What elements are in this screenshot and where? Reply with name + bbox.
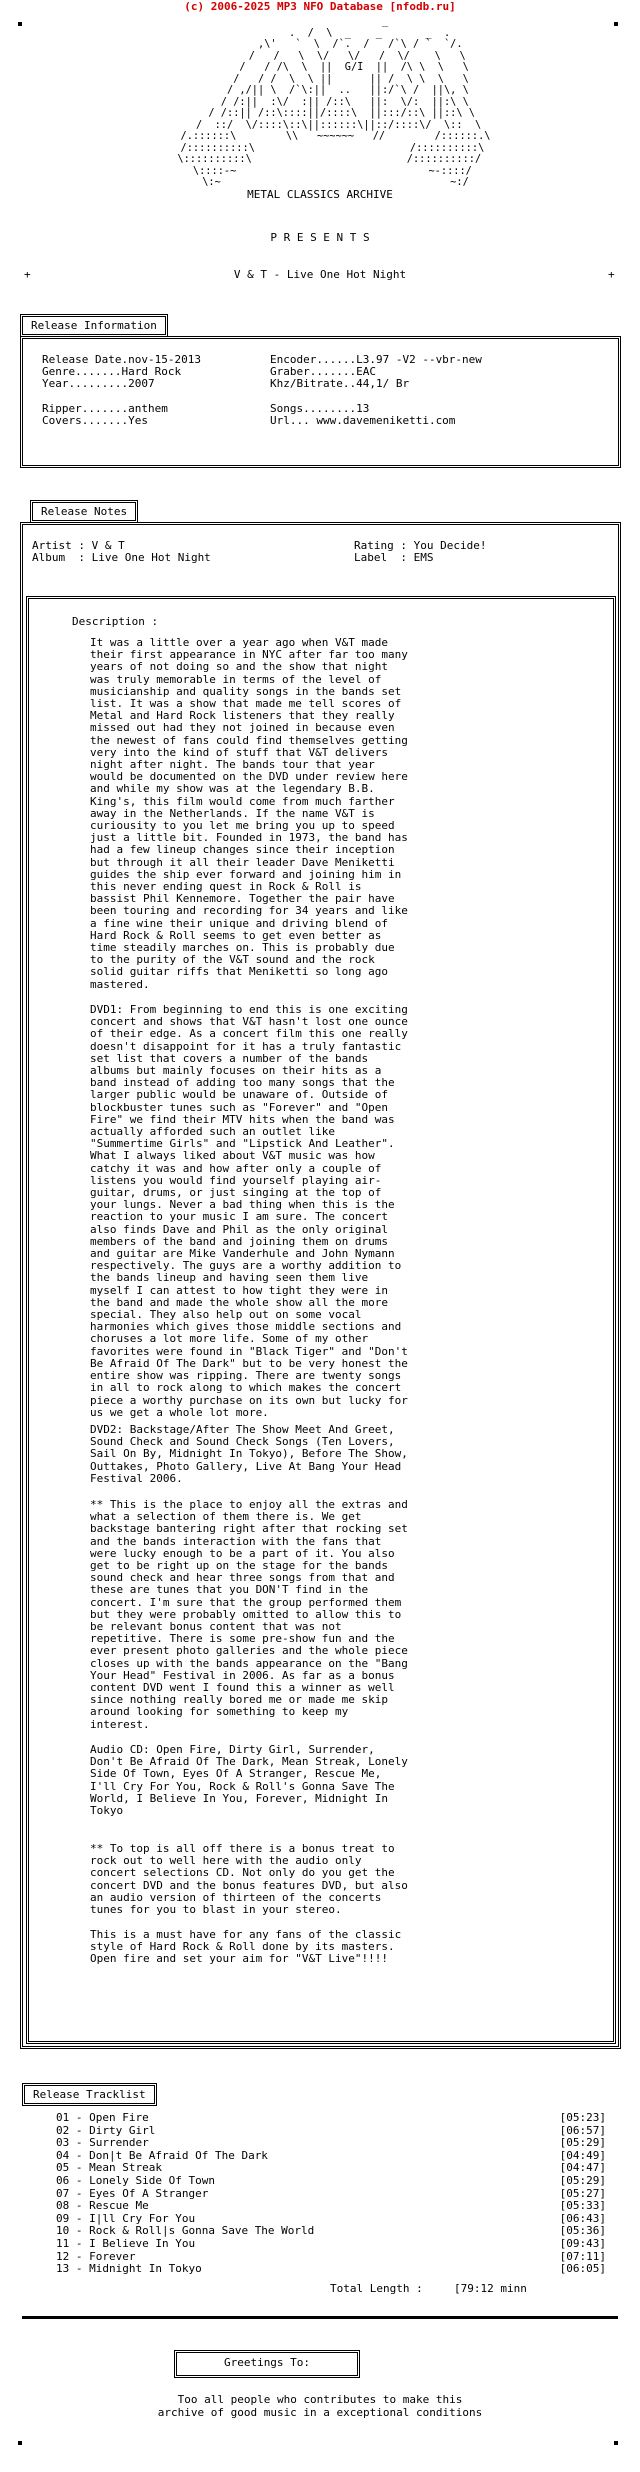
track-time: [05:29] — [559, 2136, 606, 2150]
release-info-left-0: Release Date.nov-15-2013 — [42, 353, 201, 366]
artist-line: Artist : V & T — [32, 539, 125, 552]
title-left-mark: + — [24, 268, 31, 281]
track-time: [09:43] — [559, 2236, 606, 2250]
release-title: V & T - Live One Hot Night — [233, 268, 407, 281]
release-info-right-4: Songs........13 — [270, 402, 370, 415]
track-row — [56, 2238, 606, 2251]
track-number: 06 - — [56, 2173, 90, 2187]
track-row — [56, 2263, 606, 2276]
release-info-left-5: Covers.......Yes — [42, 414, 148, 427]
greetings-text: Too all people who contributes to make this archive of good music in a exceptional conditions — [157, 2393, 483, 2419]
track-title: Midnight In Tokyo — [89, 2262, 202, 2276]
description-paragraph-7: This is a must have for any fans of the classic style of Hard Rock & Roll done by its masters. Open fire and set your aim for "V&T Live"!!!! — [90, 1928, 402, 1966]
track-title: Open Fire — [89, 2111, 149, 2124]
track-number: 05 - — [56, 2161, 90, 2175]
total-length-label: Total Length : — [330, 2282, 423, 2295]
track-title: Mean Streak — [89, 2161, 162, 2175]
track-time: [04:49] — [559, 2148, 606, 2162]
track-title: Surrender — [89, 2136, 149, 2150]
presents-line: P R E S E N T S — [270, 231, 370, 244]
track-number: 08 - — [56, 2199, 90, 2213]
track-time: [07:11] — [559, 2249, 606, 2263]
divider-rule — [22, 2316, 618, 2319]
description-heading: Description : — [72, 615, 159, 628]
art-title: METAL CLASSICS ARCHIVE — [247, 188, 393, 201]
track-number: 10 - — [56, 2224, 90, 2238]
track-title: Forever — [89, 2249, 136, 2263]
track-time: [05:36] — [559, 2224, 606, 2238]
track-title: Don|t Be Afraid Of The Dark — [89, 2148, 268, 2162]
track-number: 04 - — [56, 2148, 90, 2162]
description-paragraph-5: Audio CD: Open Fire, Dirty Girl, Surrender, Don't Be Afraid Of The Dark, Mean Streak, Lonely Side Of Town, Eyes Of A Stranger, Rescue Me, I'll Cry For You, Rock & Roll's Gonna Save The World, I Believe In You, Forever, Midnight In Tokyo — [90, 1743, 408, 1818]
track-number: 11 - — [56, 2236, 90, 2250]
track-number: 12 - — [56, 2249, 90, 2263]
ascii-logo: _ . / \ _ _ _ . ,\' ` \ /`. / /`\ / ` `/. / / \ \/ \/ / \/ \ \ / / /\ \ || G/I || /\ \ \ \ / / / \ \ || || / \ \ \ \ / ,/|| \ /`\:|| .. ||:/`\ / ||\, \ / /:|| :\/ :|| /::\ ||: \/: ||:\ \ / /::|| /::\::::||/::::\ ||:::/::\ ||::\ \ / ::/ \/::::\::\||::::::\||::/::::\/ \:: \ /.::::::\ \\ ~~~~~~ // /::::::.\ /::::::::::\ /::::::::::\ \::::::::::\ /::::::::::/ \::::-~ ~-::::/ \:~ ~:/ — [177, 15, 491, 188]
release-info-left-4: Ripper.......anthem — [42, 402, 168, 415]
title-right-mark: + — [608, 268, 615, 281]
track-title: Rock & Roll|s Gonna Save The World — [89, 2224, 315, 2238]
album-line: Album : Live One Hot Night — [32, 551, 211, 564]
track-time: [05:23] — [559, 2111, 606, 2124]
label-line: Label : EMS — [354, 551, 434, 564]
description-paragraph-6: ** To top is all off there is a bonus treat to rock out to well here with the audio only concert selections CD. Not only do you get the concert DVD and the bonus features DVD, but also an audio version of thirteen of the concerts tunes for you to blast in your stereo. — [90, 1842, 408, 1917]
total-length-value: [79:12 minn — [454, 2282, 527, 2295]
track-title: I Believe In You — [89, 2236, 196, 2250]
release-info-left-1: Genre.......Hard Rock — [42, 365, 182, 378]
greetings-title: Greetings To: — [223, 2356, 311, 2369]
track-title: Lonely Side Of Town — [89, 2173, 215, 2187]
site-credit: (c) 2006-2025 MP3 NFO Database [nfodb.ru] — [184, 0, 456, 13]
track-number: 03 - — [56, 2136, 90, 2150]
track-number: 07 - — [56, 2186, 90, 2200]
track-number: 01 - — [56, 2111, 90, 2124]
release-info-left-2: Year.........2007 — [42, 377, 155, 390]
description-paragraph-2: DVD1: From beginning to end this is one exciting concert and shows that V&T hasn't lost one ounce of their edge. As a concert film this one really doesn't disappoint for it has a truly fantastic set list that covers a number of the bands albums but mainly focuses on their hits as a band instead of adding too many songs that the larger public would be unaware of. Outside of blockbuster tunes such as "Forever" and "Open Fire" we find their MTV hits when the band was actually afforded such an outlet like "Summertime Girls" and "Lipstick And Leather". What I always liked about V&T music was how catchy it was and how after only a couple of listens you would find yourself playing air- guitar, drums, or just singing at the top of your lungs. Never a bad thing when this is the reaction to your music I am sure. The concert also finds Dave and Phil as the only original members of the band and joining them on drums and guitar are Mike Vanderhule and John Nymann respectively. The guys are a worthy addition to the bands lineup and having seen them live myself I can attest to how tight they were in the band and made the whole show all the more special. They also help out on some vocal harmonies which gives those middle sections and choruses a lot more life. Some of my other favorites were found in "Black Tiger" and "Don't Be Afraid Of The Dark" but to be very honest the entire show was ripping. There are twenty songs in all to rock along to which makes the concert piece a worthy purchase on its own but lucky for us we get a whole lot more. — [90, 1003, 408, 1419]
tracklist-tab: Release Tracklist — [22, 2083, 157, 2106]
track-time: [06:43] — [559, 2211, 606, 2225]
tracklist — [56, 2112, 606, 2276]
track-number: 09 - — [56, 2211, 90, 2225]
release-notes-tab: Release Notes — [30, 500, 138, 523]
track-title: Dirty Girl — [89, 2123, 156, 2137]
track-number: 13 - — [56, 2262, 90, 2276]
release-info-right-5: Url... www.davemeniketti.com — [270, 414, 456, 427]
rating-line: Rating : You Decide! — [354, 539, 487, 552]
track-time: [06:57] — [559, 2123, 606, 2137]
track-time: [05:29] — [559, 2173, 606, 2187]
track-time: [06:05] — [559, 2262, 606, 2276]
track-time: [05:27] — [559, 2186, 606, 2200]
track-time: [04:47] — [559, 2161, 606, 2175]
track-title: Eyes Of A Stranger — [89, 2186, 209, 2200]
release-info-right-2: Khz/Bitrate..44,1/ Br — [270, 377, 410, 390]
description-paragraph-3: DVD2: Backstage/After The Show Meet And Greet, Sound Check and Sound Check Songs (Ten Lovers, Sail On By, Midnight In Tokyo), Before The Show, Outtakes, Photo Gallery, Live At Bang Your Head Festival 2006. — [90, 1423, 408, 1485]
frame-dot-bottom-left — [18, 2441, 22, 2445]
description-paragraph-4: ** This is the place to enjoy all the extras and what a selection of them there is. We get backstage bantering right after that rocking set and the bands interaction with the fans that were lucky enough to be a part of it. You also get to be right up on the stage for the bands sound check and hear three songs from that and these are tunes that you DON'T find in the concert. I'm sure that the group performed them but they were probably omitted to allow this to be relevant bonus content that was not repetitive. There is some pre-show fun and the ever present photo galleries and the whole piece closes up with the bands appearance on the "Bang Your Head" Festival in 2006. As far as a bonus content DVD went I found this a winner as well since nothing really bored me or made me skip around looking for something to keep my interest. — [90, 1498, 408, 1731]
track-title: I|ll Cry For You — [89, 2211, 196, 2225]
track-number: 02 - — [56, 2123, 90, 2137]
description-paragraph-1: It was a little over a year ago when V&T made their first appearance in NYC after far too many years of not doing so and the show that night was truly memorable in terms of the level of musicianship and quality songs in the bands set list. It was a show that made me tell scores of Metal and Hard Rock listeners that they really missed out had they not joined in because even the newest of fans could find themselves getting very into the kind of stuff that V&T delivers night after night. The bands tour that year would be documented on the DVD under review here and while my show was at the legendary B.B. King's, this film would come from much farther away in the Netherlands. If the name V&T is curiousity to you let me bring you up to speed just a little bit. Founded in 1973, the band has had a few lineup changes since their inception but through it all their leader Dave Meniketti guides the ship ever forward and joining him in this never ending quest in Rock & Roll is bassist Phil Kennemore. Together the pair have been touring and recording for 34 years and like a fine wine their unique and driving blend of Hard Rock & Roll seems to get even better as time steadily marches on. This is probably due to the purity of the V&T sound and the rock solid guitar riffs that Meniketti so long ago mastered. — [90, 636, 408, 991]
release-info-right-0: Encoder......L3.97 -V2 --vbr-new — [270, 353, 482, 366]
release-info-right-1: Graber.......EAC — [270, 365, 376, 378]
release-info-tab: Release Information — [20, 314, 168, 337]
frame-dot-bottom-right — [614, 2441, 618, 2445]
track-time: [05:33] — [559, 2199, 606, 2213]
track-title: Rescue Me — [89, 2199, 149, 2213]
